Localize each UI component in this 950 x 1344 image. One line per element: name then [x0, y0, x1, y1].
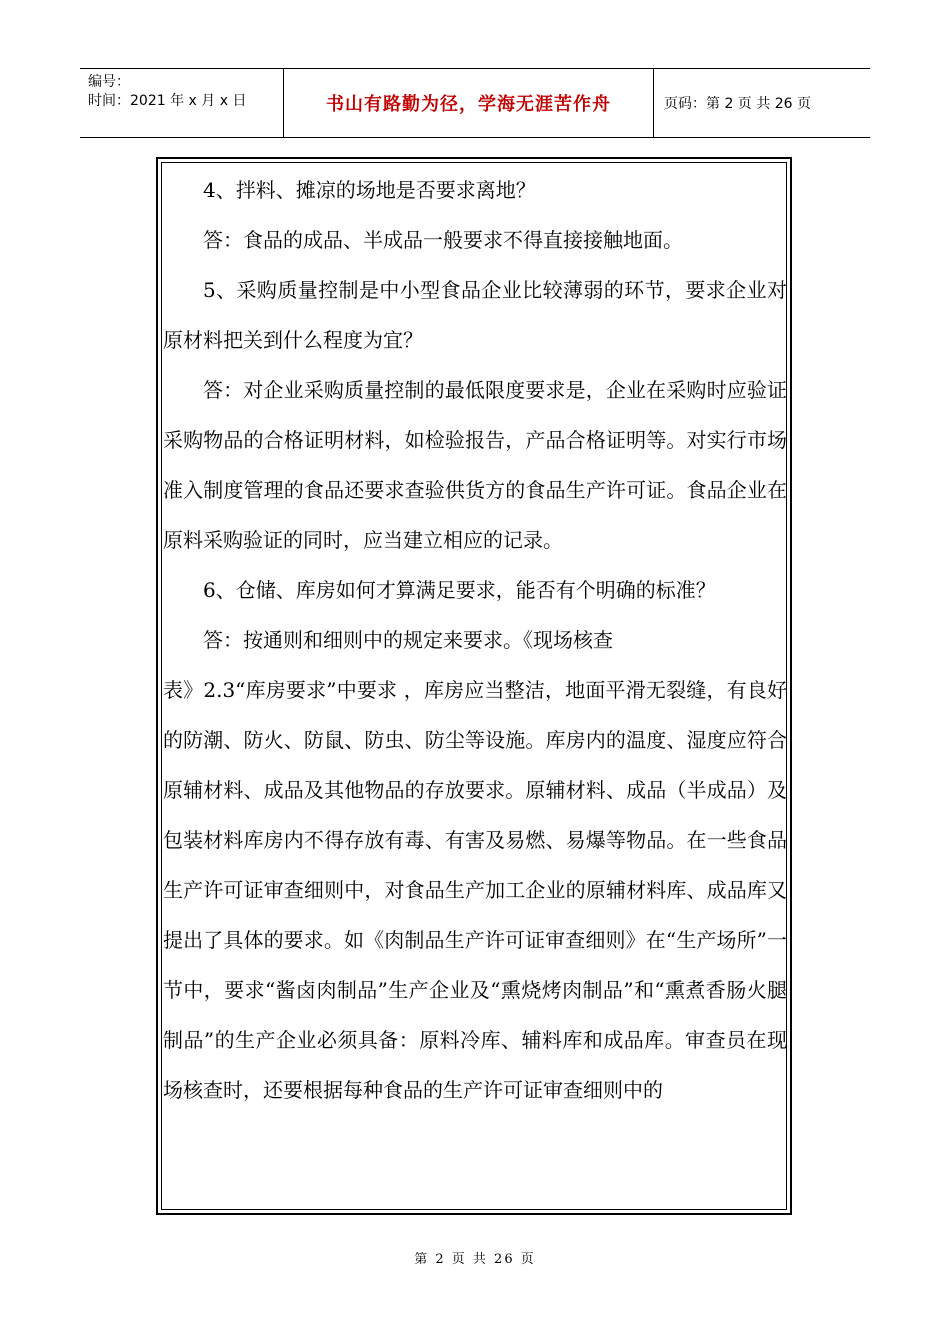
- header-meta: [88, 73, 246, 111]
- page-footer: 第 2 页 共 26 页: [414, 1252, 536, 1267]
- question-5: 5、采购质量控制是中小型食品企业比较薄弱的环节，要求企业对原材料把关到什么程度为宜？: [163, 278, 787, 352]
- page-header: [80, 68, 870, 138]
- header-page-info: 页码：第 2 页 共 26 页: [664, 96, 811, 112]
- document-body: [163, 165, 787, 1115]
- header-motto: 书山有路勤为径，学海无涯苦作舟: [326, 94, 611, 115]
- answer-4: 答：食品的成品、半成品一般要求不得直接接触地面。: [203, 228, 683, 252]
- question-4: 4、拌料、摊凉的场地是否要求离地？: [203, 178, 536, 202]
- header-divider: [653, 69, 654, 137]
- answer-6-intro: 答：按通则和细则中的规定来要求。《现场核查: [203, 628, 613, 652]
- question-6: 6、仓储、库房如何才算满足要求，能否有个明确的标准？: [203, 578, 716, 602]
- document-date: 时间：2021 年 x 月 x 日: [88, 93, 247, 109]
- document-number-label: 编号：: [88, 74, 130, 90]
- answer-6-body: 表》2.3“库房要求”中要求 ，库房应当整洁，地面平滑无裂缝，有良好的防潮、防火、防鼠、防虫、防尘等设施。库房内的温度、湿度应符合原辅材料、成品及其他物品的存放要求。原辅材料、成品（半成品）及包装材料库房内不得存放有毒、有害及易燃、易爆等物品。在一些食品生产许可证审查细则中，对食品生产加工企业的原辅材料库、成品库又提出了具体的要求。如《肉制品生产许可证审查细则》在“生产场所”一节中，要求“酱卤肉制品”生产企业及“熏烧烤肉制品”和“熏煮香肠火腿制品”的生产企业必须具备：原料冷库、辅料库和成品库。审查员在现场核查时，还要根据每种食品的生产许可证审查细则中的: [163, 678, 787, 1102]
- answer-5: 答：对企业采购质量控制的最低限度要求是，企业在采购时应验证采购物品的合格证明材料，如检验报告，产品合格证明等。对实行市场准入制度管理的食品还要求查验供货方的食品生产许可证。食品企业在原料采购验证的同时，应当建立相应的记录。: [163, 378, 787, 552]
